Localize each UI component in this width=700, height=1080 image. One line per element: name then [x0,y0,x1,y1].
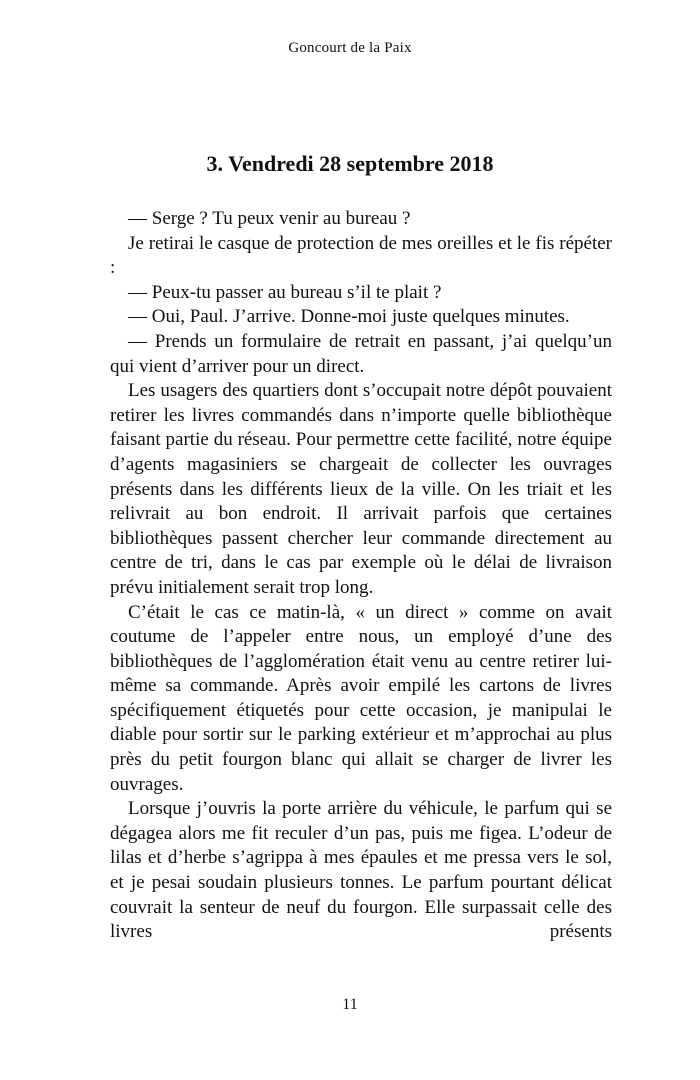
paragraph: Lorsque j’ouvris la porte arrière du véhicule, le parfum qui se dégagea alors me fit reculer d’un pas, puis me figea. L’odeur de lilas et d’herbe s’agrippa à mes épaules et me pressa vers le sol, et je pesai soudain plusieurs tonnes. Le parfum pourtant délicat couvrait la senteur de neuf du fourgon. Elle surpassait celle des livres présents [110,798,612,943]
paragraph: C’était le cas ce matin-là, « un direct » comme on avait coutume de l’appeler entre nous, un employé d’une des bibliothèques de l’agglomération était venu au centre retirer lui-même sa commande. Après avoir empilé les cartons de livres spécifiquement étiquetés pour cette occasion, je manipulai le diable pour sortir sur le parking extérieur et m’approchai au plus près du petit fourgon blanc qui allait se charger de livrer les ouvrages. [110,601,612,795]
paragraph: — Oui, Paul. J’arrive. Donne-moi juste quelques minutes. [128,306,570,328]
page-number: 11 [342,996,358,1013]
paragraph: Les usagers des quartiers dont s’occupait notre dépôt pouvaient retirer les livres commandés dans n’importe quelle bibliothèque faisant partie du réseau. Pour permettre cette facilité, notre équipe d’agents magasiniers se chargeait de collecter les ouvrages présents dans les différents lieux de la ville. On les triait et les relivrait au bon endroit. Il arrivait parfois que certaines bibliothèques passent chercher leur commande directement au centre de tri, dans le cas par exemple où le délai de livraison prévu initialement serait trop long. [110,380,612,598]
chapter-title: 3. Vendredi 28 septembre 2018 [206,151,494,176]
paragraph: — Prends un formulaire de retrait en passant, j’ai quelqu’un qui vient d’arriver pour un direct. [110,330,612,377]
paragraph: — Peux-tu passer au bureau s’il te plait ? [128,281,442,303]
running-header: Goncourt de la Paix [288,40,412,56]
paragraph: — Serge ? Tu peux venir au bureau ? [128,208,411,229]
paragraph: Je retirai le casque de protection de mes oreilles et le fis répéter : [110,232,612,279]
body-text [110,207,612,945]
